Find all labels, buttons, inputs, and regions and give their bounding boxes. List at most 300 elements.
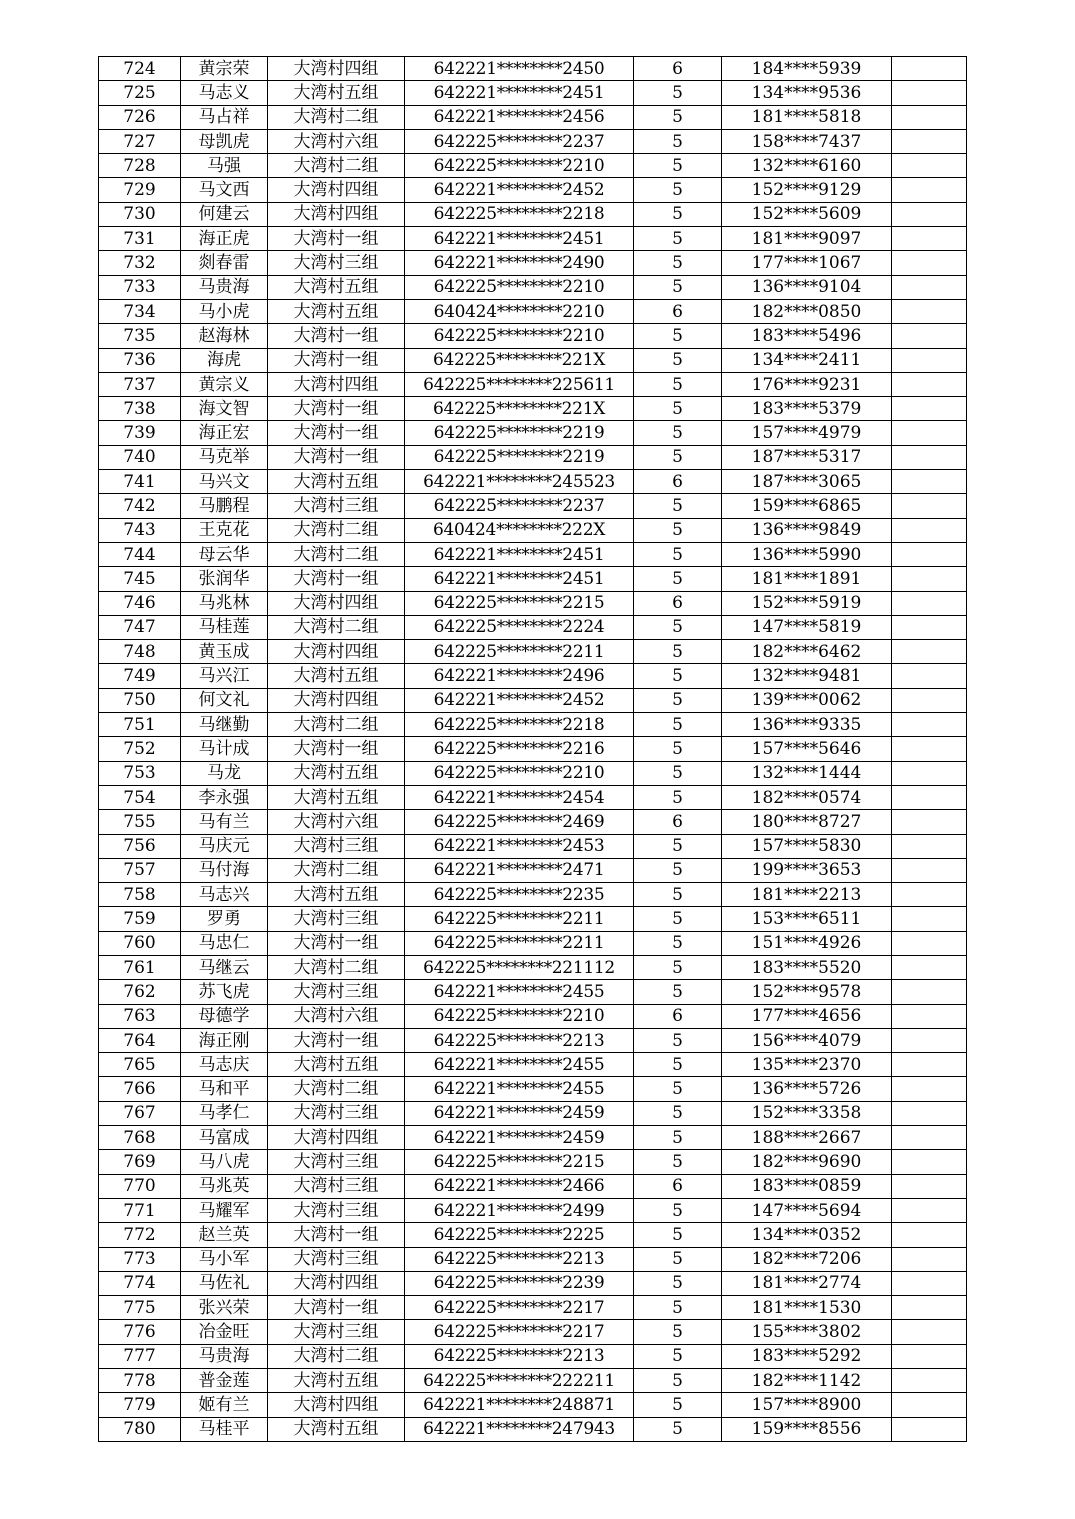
name-cell: 马小军: [181, 1247, 268, 1271]
name-cell: 张兴荣: [181, 1296, 268, 1320]
row-number-cell: 754: [99, 785, 181, 809]
village-group-cell: 大湾村二组: [268, 1344, 405, 1368]
village-group-cell: 大湾村六组: [268, 810, 405, 834]
count-cell: 5: [634, 1101, 722, 1125]
id-number-cell: 642221********2451: [405, 567, 634, 591]
village-group-cell: 大湾村二组: [268, 154, 405, 178]
table-row: [99, 1296, 967, 1320]
phone-cell: 159****8556: [722, 1417, 892, 1441]
id-number-cell: 642221********2456: [405, 105, 634, 129]
village-group-cell: 大湾村二组: [268, 858, 405, 882]
table-row: [99, 1344, 967, 1368]
row-number-cell: 765: [99, 1053, 181, 1077]
village-group-cell: 大湾村二组: [268, 518, 405, 542]
id-number-cell: 642225********2213: [405, 1344, 634, 1368]
note-cell: [892, 275, 967, 299]
name-cell: 马桂平: [181, 1417, 268, 1441]
phone-cell: 158****7437: [722, 129, 892, 153]
count-cell: 5: [634, 348, 722, 372]
phone-cell: 159****6865: [722, 494, 892, 518]
note-cell: [892, 1101, 967, 1125]
phone-cell: 187****5317: [722, 445, 892, 469]
note-cell: [892, 591, 967, 615]
phone-cell: 132****9481: [722, 664, 892, 688]
note-cell: [892, 324, 967, 348]
note-cell: [892, 567, 967, 591]
count-cell: 5: [634, 129, 722, 153]
id-number-cell: 642225********221X: [405, 397, 634, 421]
note-cell: [892, 1053, 967, 1077]
village-group-cell: 大湾村一组: [268, 737, 405, 761]
note-cell: [892, 494, 967, 518]
note-cell: [892, 1247, 967, 1271]
name-cell: 何建云: [181, 202, 268, 226]
name-cell: 马计成: [181, 737, 268, 761]
name-cell: 何文礼: [181, 688, 268, 712]
note-cell: [892, 1393, 967, 1417]
table-row: [99, 834, 967, 858]
row-number-cell: 759: [99, 907, 181, 931]
row-number-cell: 766: [99, 1077, 181, 1101]
row-number-cell: 743: [99, 518, 181, 542]
table-row: [99, 907, 967, 931]
phone-cell: 156****4079: [722, 1028, 892, 1052]
village-group-cell: 大湾村三组: [268, 1174, 405, 1198]
count-cell: 5: [634, 1393, 722, 1417]
name-cell: 母云华: [181, 542, 268, 566]
count-cell: 5: [634, 761, 722, 785]
phone-cell: 181****2213: [722, 883, 892, 907]
row-number-cell: 771: [99, 1198, 181, 1222]
note-cell: [892, 1320, 967, 1344]
id-number-cell: 642225********2211: [405, 931, 634, 955]
id-number-cell: 642221********2499: [405, 1198, 634, 1222]
village-group-cell: 大湾村三组: [268, 1198, 405, 1222]
note-cell: [892, 737, 967, 761]
phone-cell: 157****8900: [722, 1393, 892, 1417]
table-row: [99, 737, 967, 761]
note-cell: [892, 178, 967, 202]
count-cell: 5: [634, 737, 722, 761]
row-number-cell: 732: [99, 251, 181, 275]
phone-cell: 134****0352: [722, 1223, 892, 1247]
phone-cell: 136****9104: [722, 275, 892, 299]
name-cell: 马志义: [181, 81, 268, 105]
phone-cell: 182****1142: [722, 1369, 892, 1393]
count-cell: 5: [634, 883, 722, 907]
note-cell: [892, 1126, 967, 1150]
id-number-cell: 642225********2218: [405, 202, 634, 226]
phone-cell: 132****6160: [722, 154, 892, 178]
count-cell: 5: [634, 202, 722, 226]
name-cell: 海正刚: [181, 1028, 268, 1052]
phone-cell: 136****5726: [722, 1077, 892, 1101]
row-number-cell: 762: [99, 980, 181, 1004]
table-row: [99, 1150, 967, 1174]
note-cell: [892, 713, 967, 737]
phone-cell: 181****9097: [722, 227, 892, 251]
phone-cell: 136****5990: [722, 542, 892, 566]
phone-cell: 182****0850: [722, 299, 892, 323]
name-cell: 母凯虎: [181, 129, 268, 153]
row-number-cell: 777: [99, 1344, 181, 1368]
count-cell: 5: [634, 980, 722, 1004]
row-number-cell: 737: [99, 372, 181, 396]
phone-cell: 136****9335: [722, 713, 892, 737]
note-cell: [892, 640, 967, 664]
village-group-cell: 大湾村五组: [268, 81, 405, 105]
note-cell: [892, 664, 967, 688]
id-number-cell: 642225********2213: [405, 1247, 634, 1271]
name-cell: 黄玉成: [181, 640, 268, 664]
id-number-cell: 642221********245523: [405, 470, 634, 494]
id-number-cell: 642225********221112: [405, 955, 634, 979]
note-cell: [892, 105, 967, 129]
table-row: [99, 105, 967, 129]
count-cell: 6: [634, 1004, 722, 1028]
village-group-cell: 大湾村二组: [268, 1077, 405, 1101]
note-cell: [892, 1028, 967, 1052]
id-number-cell: 642221********2466: [405, 1174, 634, 1198]
note-cell: [892, 1150, 967, 1174]
note-cell: [892, 227, 967, 251]
count-cell: 5: [634, 445, 722, 469]
village-group-cell: 大湾村三组: [268, 834, 405, 858]
village-group-cell: 大湾村一组: [268, 1223, 405, 1247]
id-number-cell: 642221********2459: [405, 1101, 634, 1125]
name-cell: 马兆英: [181, 1174, 268, 1198]
village-group-cell: 大湾村一组: [268, 931, 405, 955]
id-number-cell: 642225********2237: [405, 494, 634, 518]
count-cell: 6: [634, 57, 722, 81]
table-row: [99, 129, 967, 153]
row-number-cell: 738: [99, 397, 181, 421]
phone-cell: 182****0574: [722, 785, 892, 809]
note-cell: [892, 1223, 967, 1247]
row-number-cell: 731: [99, 227, 181, 251]
row-number-cell: 757: [99, 858, 181, 882]
id-number-cell: 642221********2490: [405, 251, 634, 275]
id-number-cell: 642225********2215: [405, 1150, 634, 1174]
name-cell: 马庆元: [181, 834, 268, 858]
name-cell: 马龙: [181, 761, 268, 785]
phone-cell: 181****1891: [722, 567, 892, 591]
table-row: [99, 1320, 967, 1344]
id-number-cell: 642221********247943: [405, 1417, 634, 1441]
note-cell: [892, 1369, 967, 1393]
village-group-cell: 大湾村三组: [268, 1320, 405, 1344]
phone-cell: 147****5819: [722, 615, 892, 639]
table-row: [99, 1028, 967, 1052]
phone-cell: 199****3653: [722, 858, 892, 882]
phone-cell: 157****5830: [722, 834, 892, 858]
row-number-cell: 730: [99, 202, 181, 226]
phone-cell: 152****9578: [722, 980, 892, 1004]
name-cell: 赵兰英: [181, 1223, 268, 1247]
note-cell: [892, 955, 967, 979]
table-row: [99, 1077, 967, 1101]
phone-cell: 183****5292: [722, 1344, 892, 1368]
table-row: [99, 640, 967, 664]
phone-cell: 153****6511: [722, 907, 892, 931]
count-cell: 6: [634, 470, 722, 494]
row-number-cell: 763: [99, 1004, 181, 1028]
village-group-cell: 大湾村五组: [268, 1417, 405, 1441]
table-row: [99, 1174, 967, 1198]
count-cell: 5: [634, 567, 722, 591]
village-group-cell: 大湾村三组: [268, 251, 405, 275]
table-row: [99, 299, 967, 323]
phone-cell: 181****1530: [722, 1296, 892, 1320]
count-cell: 5: [634, 1028, 722, 1052]
count-cell: 5: [634, 372, 722, 396]
table-row: [99, 858, 967, 882]
name-cell: 马耀军: [181, 1198, 268, 1222]
table-row: [99, 664, 967, 688]
table-row: [99, 1223, 967, 1247]
table-row: [99, 615, 967, 639]
note-cell: [892, 397, 967, 421]
table-row: [99, 810, 967, 834]
name-cell: 马兆林: [181, 591, 268, 615]
village-group-cell: 大湾村六组: [268, 1004, 405, 1028]
row-number-cell: 747: [99, 615, 181, 639]
name-cell: 马鹏程: [181, 494, 268, 518]
phone-cell: 183****5379: [722, 397, 892, 421]
count-cell: 5: [634, 640, 722, 664]
table-row: [99, 542, 967, 566]
id-number-cell: 642221********2455: [405, 1053, 634, 1077]
note-cell: [892, 445, 967, 469]
id-number-cell: 642225********2211: [405, 907, 634, 931]
count-cell: 5: [634, 1271, 722, 1295]
village-group-cell: 大湾村二组: [268, 713, 405, 737]
village-group-cell: 大湾村五组: [268, 785, 405, 809]
table-row: [99, 1101, 967, 1125]
phone-cell: 134****9536: [722, 81, 892, 105]
count-cell: 5: [634, 1247, 722, 1271]
id-number-cell: 642225********2224: [405, 615, 634, 639]
village-group-cell: 大湾村四组: [268, 640, 405, 664]
row-number-cell: 778: [99, 1369, 181, 1393]
village-group-cell: 大湾村三组: [268, 907, 405, 931]
id-number-cell: 642225********2213: [405, 1028, 634, 1052]
note-cell: [892, 299, 967, 323]
row-number-cell: 758: [99, 883, 181, 907]
village-group-cell: 大湾村一组: [268, 421, 405, 445]
table-row: [99, 397, 967, 421]
name-cell: 马有兰: [181, 810, 268, 834]
name-cell: 马八虎: [181, 1150, 268, 1174]
id-number-cell: 642221********2459: [405, 1126, 634, 1150]
name-cell: 剡春雷: [181, 251, 268, 275]
village-group-cell: 大湾村一组: [268, 324, 405, 348]
village-group-cell: 大湾村五组: [268, 1369, 405, 1393]
table-row: [99, 57, 967, 81]
name-cell: 罗勇: [181, 907, 268, 931]
name-cell: 马继云: [181, 955, 268, 979]
count-cell: 5: [634, 834, 722, 858]
id-number-cell: 642225********2469: [405, 810, 634, 834]
row-number-cell: 740: [99, 445, 181, 469]
phone-cell: 152****9129: [722, 178, 892, 202]
phone-cell: 157****5646: [722, 737, 892, 761]
id-number-cell: 642225********2215: [405, 591, 634, 615]
name-cell: 海文智: [181, 397, 268, 421]
village-group-cell: 大湾村五组: [268, 761, 405, 785]
row-number-cell: 753: [99, 761, 181, 785]
row-number-cell: 745: [99, 567, 181, 591]
count-cell: 5: [634, 664, 722, 688]
id-number-cell: 642221********2451: [405, 227, 634, 251]
count-cell: 5: [634, 178, 722, 202]
note-cell: [892, 1004, 967, 1028]
note-cell: [892, 57, 967, 81]
table-row: [99, 1369, 967, 1393]
count-cell: 5: [634, 907, 722, 931]
id-number-cell: 642225********221X: [405, 348, 634, 372]
row-number-cell: 742: [99, 494, 181, 518]
count-cell: 5: [634, 397, 722, 421]
village-group-cell: 大湾村一组: [268, 397, 405, 421]
name-cell: 马佐礼: [181, 1271, 268, 1295]
count-cell: 5: [634, 154, 722, 178]
name-cell: 姬有兰: [181, 1393, 268, 1417]
village-group-cell: 大湾村一组: [268, 1296, 405, 1320]
phone-cell: 177****1067: [722, 251, 892, 275]
table-row: [99, 1271, 967, 1295]
village-group-cell: 大湾村一组: [268, 567, 405, 591]
count-cell: 6: [634, 1174, 722, 1198]
count-cell: 5: [634, 1077, 722, 1101]
phone-cell: 152****5609: [722, 202, 892, 226]
row-number-cell: 780: [99, 1417, 181, 1441]
id-number-cell: 642221********2452: [405, 178, 634, 202]
village-group-cell: 大湾村五组: [268, 664, 405, 688]
phone-cell: 135****2370: [722, 1053, 892, 1077]
phone-cell: 182****7206: [722, 1247, 892, 1271]
table-row: [99, 251, 967, 275]
name-cell: 马付海: [181, 858, 268, 882]
name-cell: 马志庆: [181, 1053, 268, 1077]
row-number-cell: 760: [99, 931, 181, 955]
phone-cell: 183****5520: [722, 955, 892, 979]
id-number-cell: 642225********2210: [405, 154, 634, 178]
row-number-cell: 752: [99, 737, 181, 761]
table-row: [99, 372, 967, 396]
id-number-cell: 642225********2219: [405, 421, 634, 445]
phone-cell: 139****0062: [722, 688, 892, 712]
count-cell: 6: [634, 810, 722, 834]
village-group-cell: 大湾村三组: [268, 494, 405, 518]
table-row: [99, 421, 967, 445]
name-cell: 李永强: [181, 785, 268, 809]
id-number-cell: 642225********2210: [405, 1004, 634, 1028]
note-cell: [892, 1198, 967, 1222]
phone-cell: 136****9849: [722, 518, 892, 542]
id-number-cell: 642221********2454: [405, 785, 634, 809]
name-cell: 冶金旺: [181, 1320, 268, 1344]
name-cell: 王克花: [181, 518, 268, 542]
row-number-cell: 767: [99, 1101, 181, 1125]
note-cell: [892, 858, 967, 882]
count-cell: 5: [634, 324, 722, 348]
count-cell: 6: [634, 591, 722, 615]
note-cell: [892, 1296, 967, 1320]
row-number-cell: 729: [99, 178, 181, 202]
name-cell: 马兴江: [181, 664, 268, 688]
phone-cell: 155****3802: [722, 1320, 892, 1344]
count-cell: 5: [634, 931, 722, 955]
row-number-cell: 744: [99, 542, 181, 566]
table-row: [99, 1393, 967, 1417]
table-row: [99, 1004, 967, 1028]
id-number-cell: 642225********2210: [405, 761, 634, 785]
village-group-cell: 大湾村三组: [268, 1150, 405, 1174]
village-group-cell: 大湾村四组: [268, 178, 405, 202]
name-cell: 马志兴: [181, 883, 268, 907]
table-row: [99, 1053, 967, 1077]
name-cell: 马占祥: [181, 105, 268, 129]
name-cell: 马继勤: [181, 713, 268, 737]
name-cell: 马富成: [181, 1126, 268, 1150]
count-cell: 5: [634, 251, 722, 275]
id-number-cell: 642225********2210: [405, 324, 634, 348]
row-number-cell: 750: [99, 688, 181, 712]
village-group-cell: 大湾村二组: [268, 105, 405, 129]
name-cell: 马忠仁: [181, 931, 268, 955]
note-cell: [892, 129, 967, 153]
row-number-cell: 770: [99, 1174, 181, 1198]
table-row: [99, 154, 967, 178]
id-number-cell: 642221********2455: [405, 1077, 634, 1101]
table-row: [99, 1126, 967, 1150]
village-group-cell: 大湾村五组: [268, 299, 405, 323]
id-number-cell: 642225********2216: [405, 737, 634, 761]
count-cell: 5: [634, 1053, 722, 1077]
id-number-cell: 642221********2471: [405, 858, 634, 882]
id-number-cell: 642221********2451: [405, 542, 634, 566]
row-number-cell: 741: [99, 470, 181, 494]
id-number-cell: 642221********2496: [405, 664, 634, 688]
count-cell: 5: [634, 1369, 722, 1393]
roster-table-body: [99, 57, 967, 1442]
table-row: [99, 81, 967, 105]
phone-cell: 152****5919: [722, 591, 892, 615]
id-number-cell: 642221********248871: [405, 1393, 634, 1417]
row-number-cell: 773: [99, 1247, 181, 1271]
count-cell: 5: [634, 785, 722, 809]
count-cell: 5: [634, 1150, 722, 1174]
table-row: [99, 445, 967, 469]
row-number-cell: 774: [99, 1271, 181, 1295]
count-cell: 5: [634, 1417, 722, 1441]
id-number-cell: 642225********2210: [405, 275, 634, 299]
village-group-cell: 大湾村五组: [268, 275, 405, 299]
table-row: [99, 227, 967, 251]
name-cell: 马文西: [181, 178, 268, 202]
row-number-cell: 756: [99, 834, 181, 858]
village-group-cell: 大湾村一组: [268, 227, 405, 251]
table-row: [99, 1247, 967, 1271]
village-group-cell: 大湾村四组: [268, 57, 405, 81]
village-group-cell: 大湾村四组: [268, 1271, 405, 1295]
table-row: [99, 883, 967, 907]
id-number-cell: 642225********2237: [405, 129, 634, 153]
row-number-cell: 775: [99, 1296, 181, 1320]
id-number-cell: 642225********2225: [405, 1223, 634, 1247]
count-cell: 5: [634, 615, 722, 639]
